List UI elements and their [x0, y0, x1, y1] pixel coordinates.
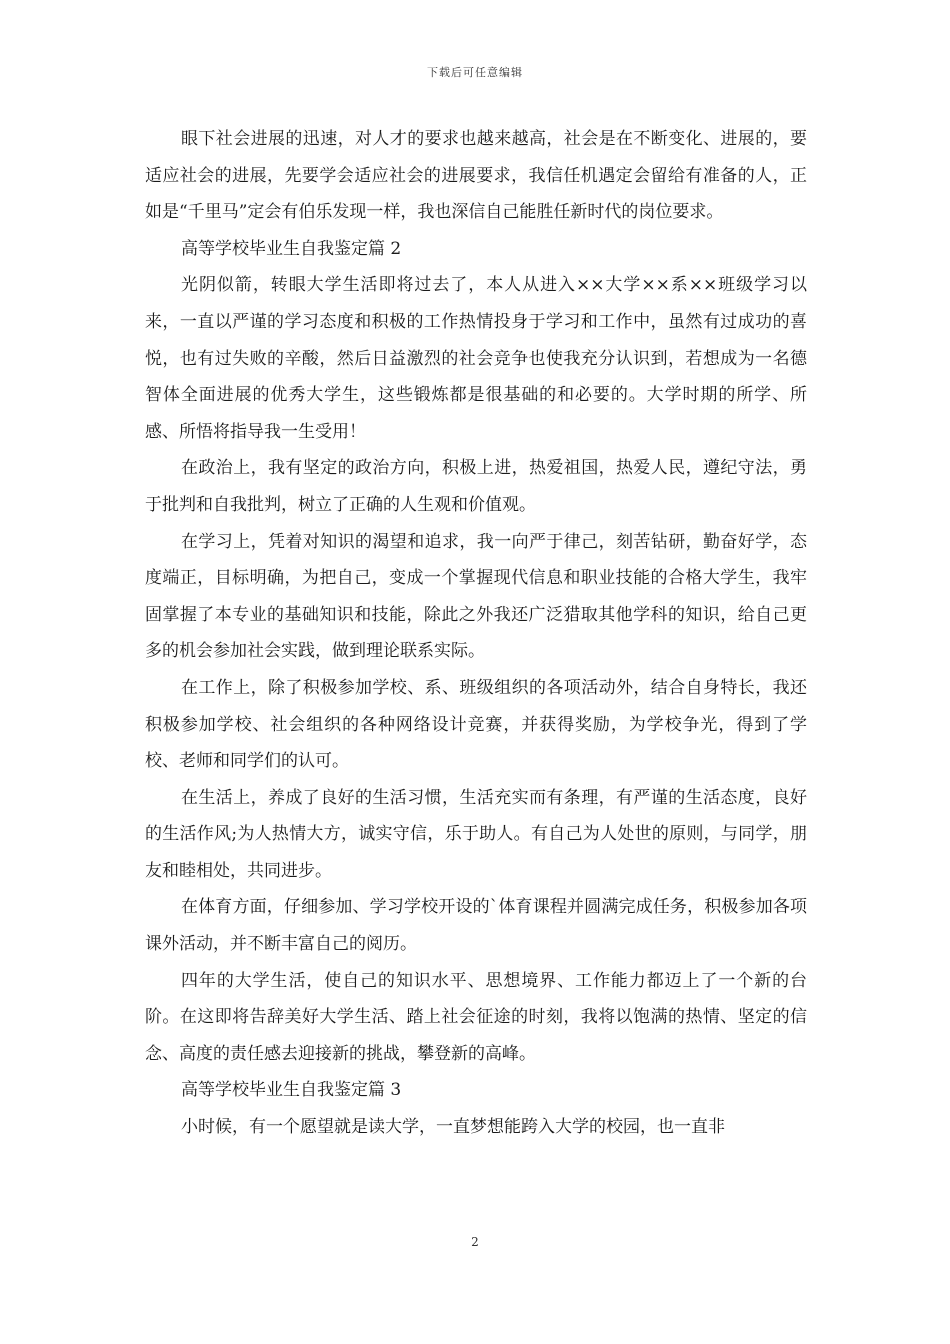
paragraph-intro-conclusion: 眼下社会进展的迅速，对人才的要求也越来越高，社会是在不断变化、进展的，要适应社会的进展，先要学会适应社会的进展要求，我信任机遇定会留给有准备的人，正如是“千里马”定会有伯乐发现一样，我也深信自己能胜任新时代的岗位要求。: [145, 129, 807, 223]
page-number: 2: [471, 1235, 479, 1249]
paragraph-work: 在工作上，除了积极参加学校、系、班级组织的各项活动外，结合自身特长，我还积极参加学校、社会组织的各种网络设计竞赛，并获得奖励，为学校争光，得到了学校、老师和同学们的认可。: [145, 677, 807, 772]
section-heading-3: 高等学校毕业生自我鉴定篇 3: [181, 1080, 402, 1101]
paragraph-politics: 在政治上，我有坚定的政治方向，积极上进，热爱祖国，热爱人民，遵纪守法，勇于批判和自我批判，树立了正确的人生观和价值观。: [145, 458, 807, 515]
page-header: 下载后可任意编辑: [427, 66, 523, 79]
paragraph-sports: 在体育方面，仔细参加、学习学校开设的`体育课程并圆满完成任务，积极参加各项课外活动，并不断丰富自己的阅历。: [145, 897, 807, 955]
paragraph-childhood: 小时候，有一个愿望就是读大学，一直梦想能跨入大学的校园，也一直非: [181, 1117, 725, 1138]
document-body: [145, 121, 807, 1146]
paragraph-life: 在生活上，养成了良好的生活习惯，生活充实而有条理，有严谨的生活态度，良好的生活作风;为人热情大方，诚实守信，乐于助人。有自己为人处世的原则，与同学，朋友和睦相处，共同进步。: [145, 787, 807, 881]
paragraph-overview: 光阴似箭，转眼大学生活即将过去了，本人从进入××大学××系××班级学习以来，一直以严谨的学习态度和积极的工作热情投身于学习和工作中，虽然有过成功的喜悦，也有过失败的辛酸，然后日益激烈的社会竞争也使我充分认识到，若想成为一名德智体全面进展的优秀大学生，这些锻炼都是很基础的和必要的。大学时期的所学、所感、所悟将指导我一生受用！: [145, 275, 807, 442]
paragraph-study: 在学习上，凭着对知识的渴望和追求，我一向严于律己，刻苦钻研，勤奋好学，态度端正，目标明确，为把自己，变成一个掌握现代信息和职业技能的合格大学生，我牢固掌握了本专业的基础知识和技能，除此之外我还广泛猎取其他学科的知识，给自己更多的机会参加社会实践，做到理论联系实际。: [145, 531, 807, 662]
paragraph-summary: 四年的大学生活，使自己的知识水平、思想境界、工作能力都迈上了一个新的台阶。在这即将告辞美好大学生活、踏上社会征途的时刻，我将以饱满的热情、坚定的信念、高度的责任感去迎接新的挑战，攀登新的高峰。: [145, 970, 807, 1064]
section-heading-2: 高等学校毕业生自我鉴定篇 2: [181, 238, 402, 259]
